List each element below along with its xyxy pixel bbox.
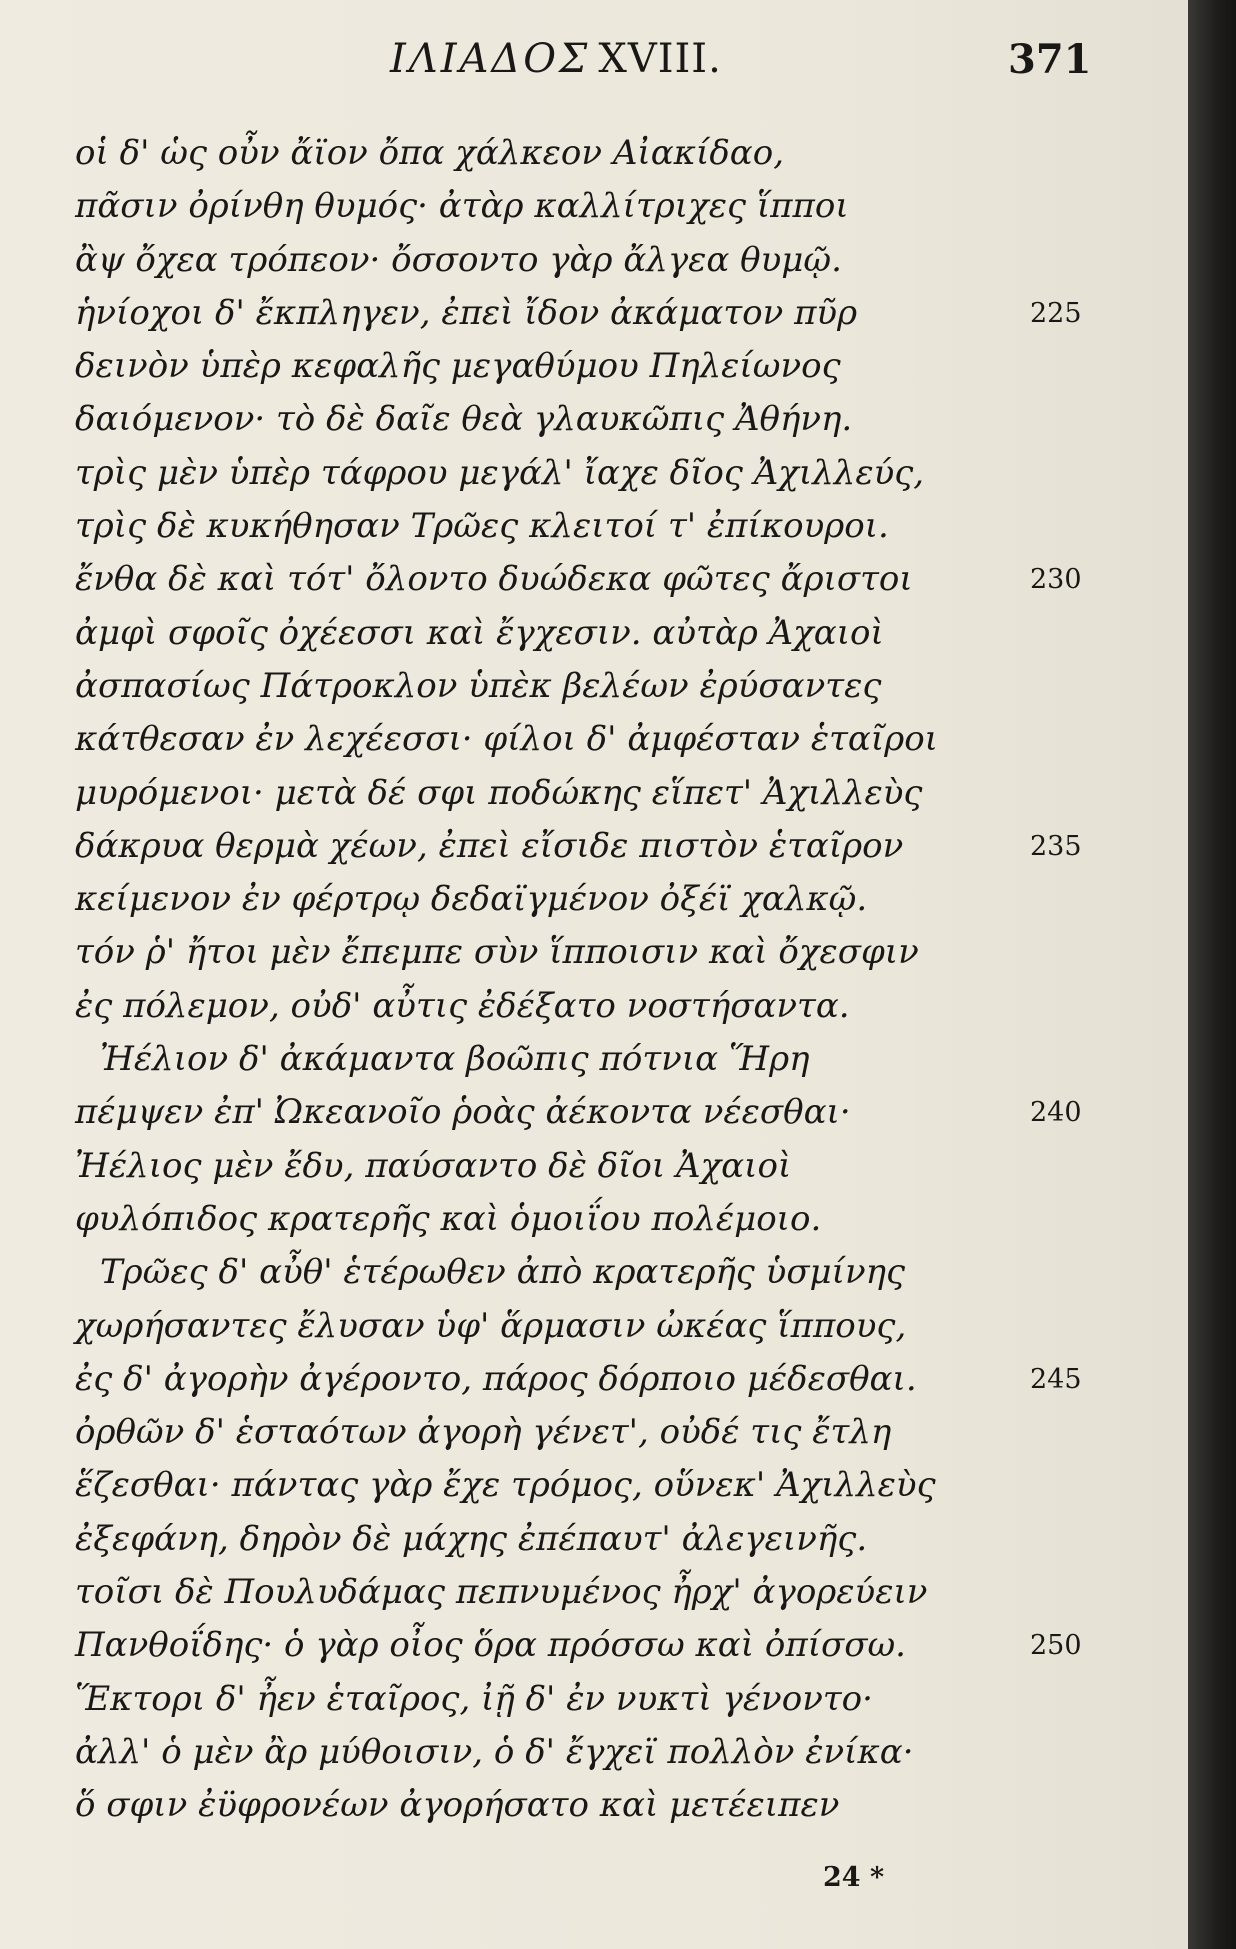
verse-text: δεινὸν ὑπὲρ κεφαλῆς μεγαθύμου Πηλείωνος — [75, 346, 841, 387]
verse-text: Ἠέλιον δ' ἀκάμαντα βοῶπις πότνια Ἥρη — [100, 1039, 810, 1080]
verse-line — [0, 1566, 1188, 1619]
line-number: 235 — [1030, 830, 1082, 862]
verse-text: τρὶς μὲν ὑπὲρ τάφρου μεγάλ' ἴαχε δῖος Ἀχιλλεύς, — [75, 452, 925, 493]
verse-line — [0, 1779, 1188, 1832]
line-number: 250 — [1030, 1630, 1082, 1662]
verse-text: οἱ δ' ὡς οὖν ἄϊον ὄπα χάλκεον Αἰακίδαο, — [75, 133, 785, 173]
verse-text: ἕζεσθαι· πάντας γὰρ ἔχε τρόμος, οὕνεκ' Ἀχιλλεὺς — [75, 1465, 936, 1506]
verse-text: ἂψ ὄχεα τρόπεον· ὄσσοντο γὰρ ἄλγεα θυμῷ. — [75, 239, 842, 280]
running-head — [390, 36, 722, 82]
verse-line — [0, 1673, 1188, 1726]
line-number: 225 — [1030, 297, 1082, 329]
verse-text: τόν ῥ' ἤτοι μὲν ἔπεμπε σὺν ἵπποισιν καὶ ὄχεσφιν — [75, 932, 919, 973]
verse-text: κάτθεσαν ἐν λεχέεσσι· φίλοι δ' ἀμφέσταν ἑταῖροι — [75, 719, 939, 760]
verse-text: ὅ σφιν ἐϋφρονέων ἀγορήσατο καὶ μετέειπεν — [75, 1785, 840, 1826]
verse-line — [0, 713, 1188, 766]
verse-text: Πανθοΐδης· ὁ γὰρ οἶος ὅρα πρόσσω καὶ ὀπίσσω. — [75, 1625, 906, 1666]
verse-line — [0, 873, 1188, 926]
verse-text: ἀμφὶ σφοῖς ὀχέεσσι καὶ ἔγχεσιν. αὐτὰρ Ἀχαιοὶ — [75, 612, 884, 653]
verse-text: ὀρθῶν δ' ἑσταότων ἀγορὴ γένετ', οὐδέ τις ἔτλη — [75, 1412, 892, 1453]
verse-line — [0, 1033, 1188, 1086]
verse-line — [0, 767, 1188, 820]
verse-line — [0, 1459, 1188, 1512]
running-head-title: ΙΛΙΑΔΟΣ — [390, 36, 591, 82]
scan-edge — [1188, 0, 1236, 1949]
verse-line — [0, 1140, 1188, 1193]
line-number: 245 — [1030, 1363, 1082, 1395]
verse-text: τοῖσι δὲ Πουλυδάμας πεπνυμένος ἦρχ' ἀγορεύειν — [75, 1572, 928, 1613]
verse-line — [0, 287, 1188, 340]
verse-text: ἀλλ' ὁ μὲν ἂρ μύθοισιν, ὁ δ' ἔγχεϊ πολλὸν ἐνίκα· — [75, 1731, 914, 1772]
verse-text: μυρόμενοι· μετὰ δέ σφι ποδώκης εἵπετ' Ἀχιλλεὺς — [75, 772, 923, 813]
verse-text: δάκρυα θερμὰ χέων, ἐπεὶ εἴσιδε πιστὸν ἑταῖρον — [75, 825, 904, 866]
verse-line — [0, 1726, 1188, 1779]
verse-line — [0, 660, 1188, 713]
verse-line — [0, 980, 1188, 1033]
verse-text: ἡνίοχοι δ' ἔκπληγεν, ἐπεὶ ἴδον ἀκάματον πῦρ — [75, 292, 858, 333]
verse-text: χωρήσαντες ἔλυσαν ὑφ' ἅρμασιν ὠκέας ἵππους, — [75, 1305, 907, 1346]
verse-line — [0, 393, 1188, 446]
verse-line — [0, 1406, 1188, 1459]
page-number: 371 — [1008, 36, 1092, 83]
verse-text: πᾶσιν ὀρίνθη θυμός· ἀτὰρ καλλίτριχες ἵπποι — [75, 186, 849, 227]
verse-text: φυλόπιδος κρατερῆς καὶ ὁμοιΐου πολέμοιο. — [75, 1198, 822, 1239]
verse-text: τρὶς δὲ κυκήθησαν Τρῶες κλειτοί τ' ἐπίκουροι. — [75, 506, 889, 547]
verse-line — [0, 500, 1188, 553]
verse-line — [0, 447, 1188, 500]
verse-line — [0, 607, 1188, 660]
verse-text: ἐξεφάνη, δηρὸν δὲ μάχης ἐπέπαυτ' ἀλεγεινῆς. — [75, 1518, 868, 1559]
verse-line — [0, 340, 1188, 393]
verse-line — [0, 926, 1188, 979]
verse-line — [0, 1300, 1188, 1353]
verse-text: πέμψεν ἐπ' Ὠκεανοῖο ῥοὰς ἀέκοντα νέεσθαι· — [75, 1092, 851, 1133]
verse-text: ἐς δ' ἀγορὴν ἀγέροντο, πάρος δόρποιο μέδεσθαι. — [75, 1358, 917, 1399]
verse-text: ἔνθα δὲ καὶ τότ' ὄλοντο δυώδεκα φῶτες ἄριστοι — [75, 559, 913, 600]
verse-text: κείμενον ἐν φέρτρῳ δεδαϊγμένον ὀξέϊ χαλκῷ. — [75, 879, 868, 920]
verse-line — [0, 180, 1188, 233]
verse-text: Τρῶες δ' αὖθ' ἑτέρωθεν ἀπὸ κρατερῆς ὑσμίνης — [100, 1252, 906, 1293]
verse-line — [0, 553, 1188, 606]
verse-line — [0, 1193, 1188, 1246]
signature-mark: 24 * — [823, 1862, 885, 1893]
running-head-book: XVIII. — [598, 36, 722, 82]
verse-line — [0, 1619, 1188, 1672]
line-number: 240 — [1030, 1097, 1082, 1129]
verse-text: Ἕκτορι δ' ἦεν ἑταῖρος, ἰῇ δ' ἐν νυκτὶ γένοντο· — [75, 1678, 873, 1719]
line-number: 230 — [1030, 564, 1082, 596]
verse-line — [0, 234, 1188, 287]
verse-text: δαιόμενον· τὸ δὲ δαῖε θεὰ γλαυκῶπις Ἀθήνη. — [75, 399, 853, 440]
verse-text: ἀσπασίως Πάτροκλον ὑπὲκ βελέων ἐρύσαντες — [75, 665, 882, 706]
verse-line — [0, 1086, 1188, 1139]
verse-text: Ἠέλιος μὲν ἔδυ, παύσαντο δὲ δῖοι Ἀχαιοὶ — [75, 1145, 792, 1186]
verse-line — [0, 1246, 1188, 1299]
verse-text: ἐς πόλεμον, οὐδ' αὖτις ἐδέξατο νοστήσαντα. — [75, 985, 850, 1026]
verse-line — [0, 127, 1188, 180]
verse-block — [0, 127, 1188, 1833]
verse-line — [0, 820, 1188, 873]
verse-line — [0, 1353, 1188, 1406]
verse-line — [0, 1513, 1188, 1566]
